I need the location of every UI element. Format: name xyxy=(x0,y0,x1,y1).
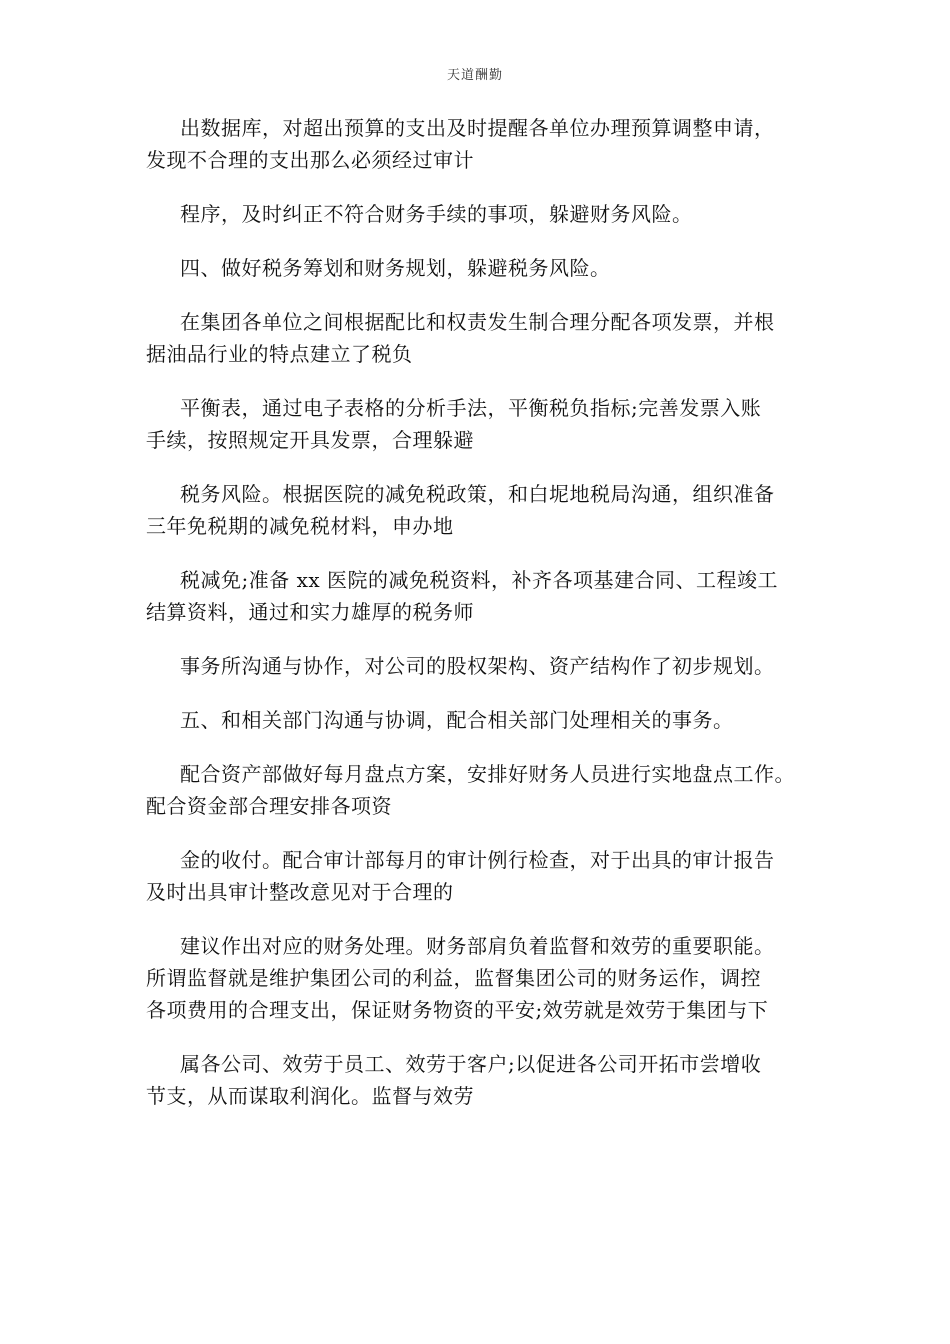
paragraph-line: 程序，及时纠正不符合财务手续的事项，躲避财务风险。 xyxy=(180,202,693,226)
paragraph-line: 手续，按照规定开具发票，合理躲避 xyxy=(146,428,474,452)
paragraph xyxy=(146,478,826,542)
paragraph xyxy=(146,844,826,908)
paragraph xyxy=(146,564,826,628)
paragraph-line: 节支，从而谋取利润化。监督与效劳 xyxy=(146,1084,474,1108)
paragraph-line: 发现不合理的支出那么必须经过审计 xyxy=(146,148,474,172)
paragraph-line: 五、和相关部门沟通与协调，配合相关部门处理相关的事务。 xyxy=(180,708,734,732)
paragraph-line: 税务风险。根据医院的减免税政策，和白坭地税局沟通，组织准备 xyxy=(180,482,775,506)
paragraph-line: 平衡表，通过电子表格的分析手法，平衡税负指标;完善发票入账 xyxy=(180,396,762,420)
paragraph-line: 各项费用的合理支出，保证财务物资的平安;效劳就是效劳于集团与下 xyxy=(146,998,769,1022)
section-heading xyxy=(146,252,826,284)
page-header: 天道酬勤 xyxy=(446,68,503,83)
paragraph-line: 建议作出对应的财务处理。财务部肩负着监督和效劳的重要职能。 xyxy=(180,934,775,958)
paragraph-line: 税减免;准备 xx 医院的减免税资料，补齐各项基建合同、工程竣工 xyxy=(180,568,779,592)
paragraph-line: 在集团各单位之间根据配比和权责发生制合理分配各项发票，并根 xyxy=(180,310,775,334)
paragraph-line: 三年免税期的减免税材料，申办地 xyxy=(146,514,454,538)
paragraph-line: 属各公司、效劳于员工、效劳于客户;以促进各公司开拓市尝增收 xyxy=(180,1052,762,1076)
paragraph xyxy=(146,758,826,822)
paragraph xyxy=(146,198,826,230)
paragraph xyxy=(146,930,826,1026)
document-body xyxy=(146,112,826,1134)
paragraph-line: 金的收付。配合审计部每月的审计例行检查，对于出具的审计报告 xyxy=(180,848,775,872)
paragraph-line: 及时出具审计整改意见对于合理的 xyxy=(146,880,454,904)
paragraph-line: 配合资金部合理安排各项资 xyxy=(146,794,392,818)
paragraph-line: 四、做好税务筹划和财务规划，躲避税务风险。 xyxy=(180,256,611,280)
paragraph-line: 配合资产部做好每月盘点方案，安排好财务人员进行实地盘点工作。 xyxy=(180,762,795,786)
section-heading xyxy=(146,704,826,736)
paragraph xyxy=(146,392,826,456)
paragraph-line: 事务所沟通与协作，对公司的股权架构、资产结构作了初步规划。 xyxy=(180,654,775,678)
paragraph-line: 据油品行业的特点建立了税负 xyxy=(146,342,413,366)
paragraph-line: 出数据库，对超出预算的支出及时提醒各单位办理预算调整申请， xyxy=(180,116,775,140)
paragraph xyxy=(146,650,826,682)
paragraph-line: 结算资料，通过和实力雄厚的税务师 xyxy=(146,600,474,624)
paragraph xyxy=(146,112,826,176)
paragraph xyxy=(146,306,826,370)
paragraph xyxy=(146,1048,826,1112)
paragraph-line: 所谓监督就是维护集团公司的利益，监督集团公司的财务运作，调控 xyxy=(146,966,761,990)
